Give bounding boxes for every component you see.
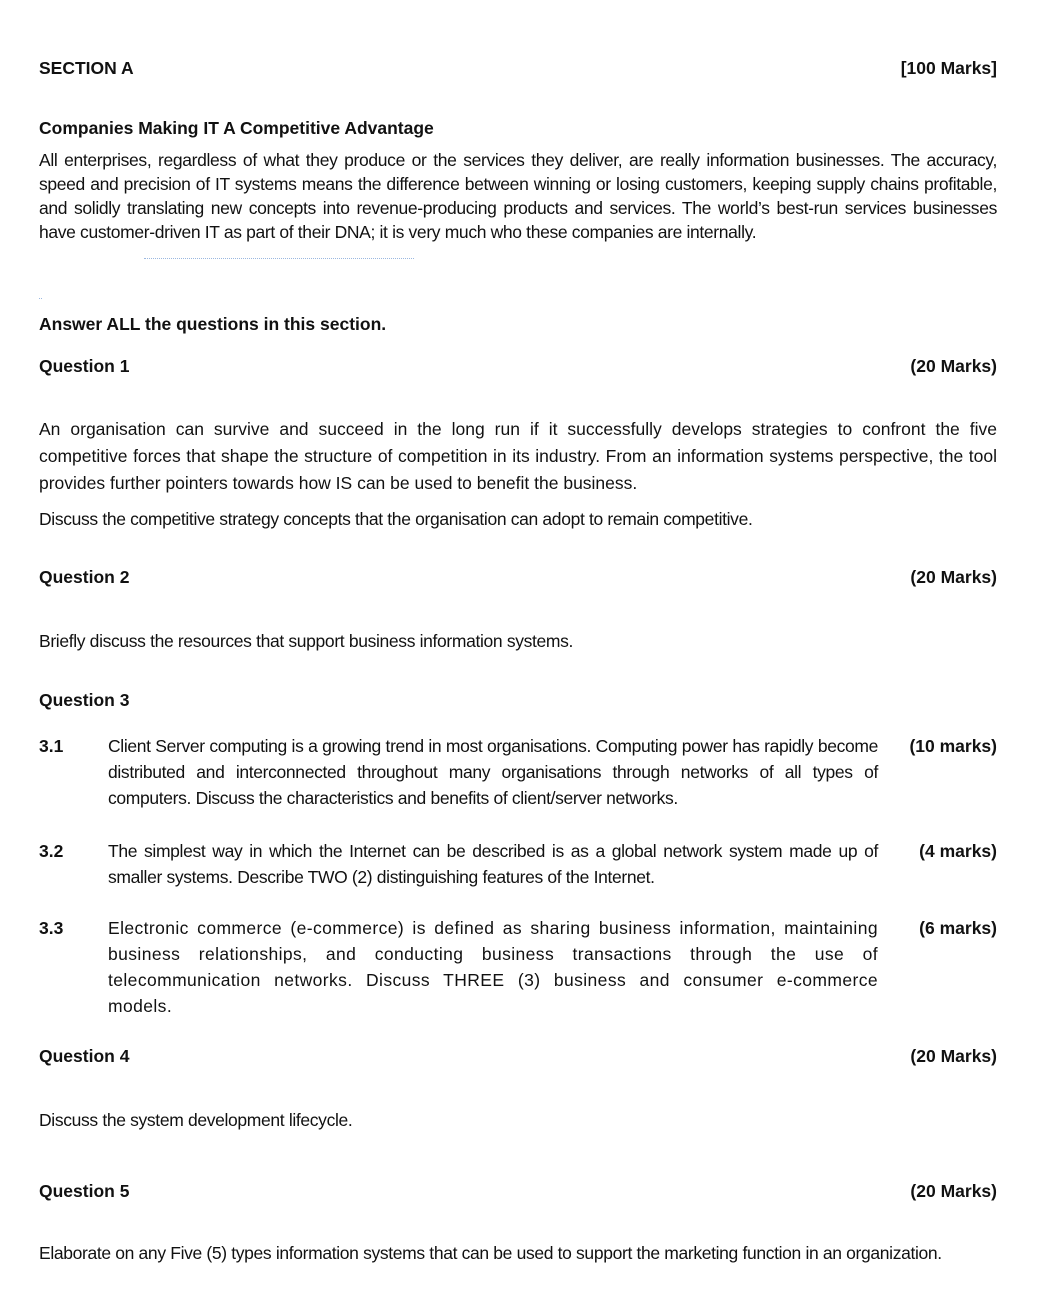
section-header — [39, 57, 997, 79]
question-title: Question 4 — [39, 1046, 130, 1066]
instruction-text: Answer ALL the questions in this section. — [39, 314, 387, 334]
question-marks: (20 Marks) — [910, 356, 997, 376]
sub-question-marks: (4 marks) — [919, 841, 997, 861]
sub-question-text: Client Server computing is a growing trend in most organisations. Computing power has rapidly become distributed and interconnected throughout many organisations through networks of all types of computers. Discuss the characteristics and benefits of client/server networks. — [108, 736, 878, 808]
question-heading — [39, 355, 997, 377]
question-marks: (20 Marks) — [910, 567, 997, 587]
sub-question-marks: (6 marks) — [919, 918, 997, 938]
case-study-body: All enterprises, regardless of what they produce or the services they deliver, are really information businesses. The accuracy, speed and precision of IT systems means the difference between winning or losing customers, keeping supply chains profitable, and solidly translating new concepts into revenue-producing products and services. The world’s best-run services businesses have customer-driven IT as part of their DNA; it is very much who these companies are internally. — [39, 150, 997, 242]
question-title: Question 5 — [39, 1181, 130, 1201]
question-body: An organisation can survive and succeed in the long run if it successfully develops strategies to confront the five competitive forces that shape the structure of competition in its industry. From an information systems perspective, the tool provides further pointers towards how IS can be used to benefit the business. — [39, 419, 997, 493]
scan-artifact — [144, 258, 414, 260]
question-heading — [39, 1045, 997, 1067]
question-body: Elaborate on any Five (5) types information systems that can be used to support the marketing function in an organization. — [39, 1243, 942, 1263]
sub-question-marks: (10 marks) — [909, 736, 997, 756]
sub-question-text: Electronic commerce (e-commerce) is defined as sharing business information, maintaining business relationships, and conducting business transactions through the use of telecommunication networks. Discuss THREE (3) business and consumer e-commerce models. — [108, 918, 878, 1016]
section-title: SECTION A — [39, 58, 134, 78]
scan-artifact — [39, 298, 42, 300]
case-study-title: Companies Making IT A Competitive Advantage — [39, 118, 434, 138]
question-title: Question 2 — [39, 567, 130, 587]
question-marks: (20 Marks) — [910, 1046, 997, 1066]
sub-question-number: 3.3 — [39, 918, 64, 938]
question-heading — [39, 566, 997, 588]
question-heading — [39, 689, 997, 711]
sub-question-text: The simplest way in which the Internet can be described is as a global network system made up of smaller systems. Describe TWO (2) distinguishing features of the Internet. — [108, 841, 878, 887]
question-title: Question 3 — [39, 690, 130, 710]
question-body: Discuss the system development lifecycle. — [39, 1110, 353, 1130]
question-marks: (20 Marks) — [910, 1181, 997, 1201]
section-total-marks: [100 Marks] — [900, 58, 997, 78]
question-heading — [39, 1180, 997, 1202]
question-body: Discuss the competitive strategy concepts that the organisation can adopt to remain competitive. — [39, 509, 753, 529]
sub-question-number: 3.2 — [39, 841, 64, 861]
question-body: Briefly discuss the resources that support business information systems. — [39, 631, 574, 651]
sub-question-number: 3.1 — [39, 736, 64, 756]
question-title: Question 1 — [39, 356, 130, 376]
